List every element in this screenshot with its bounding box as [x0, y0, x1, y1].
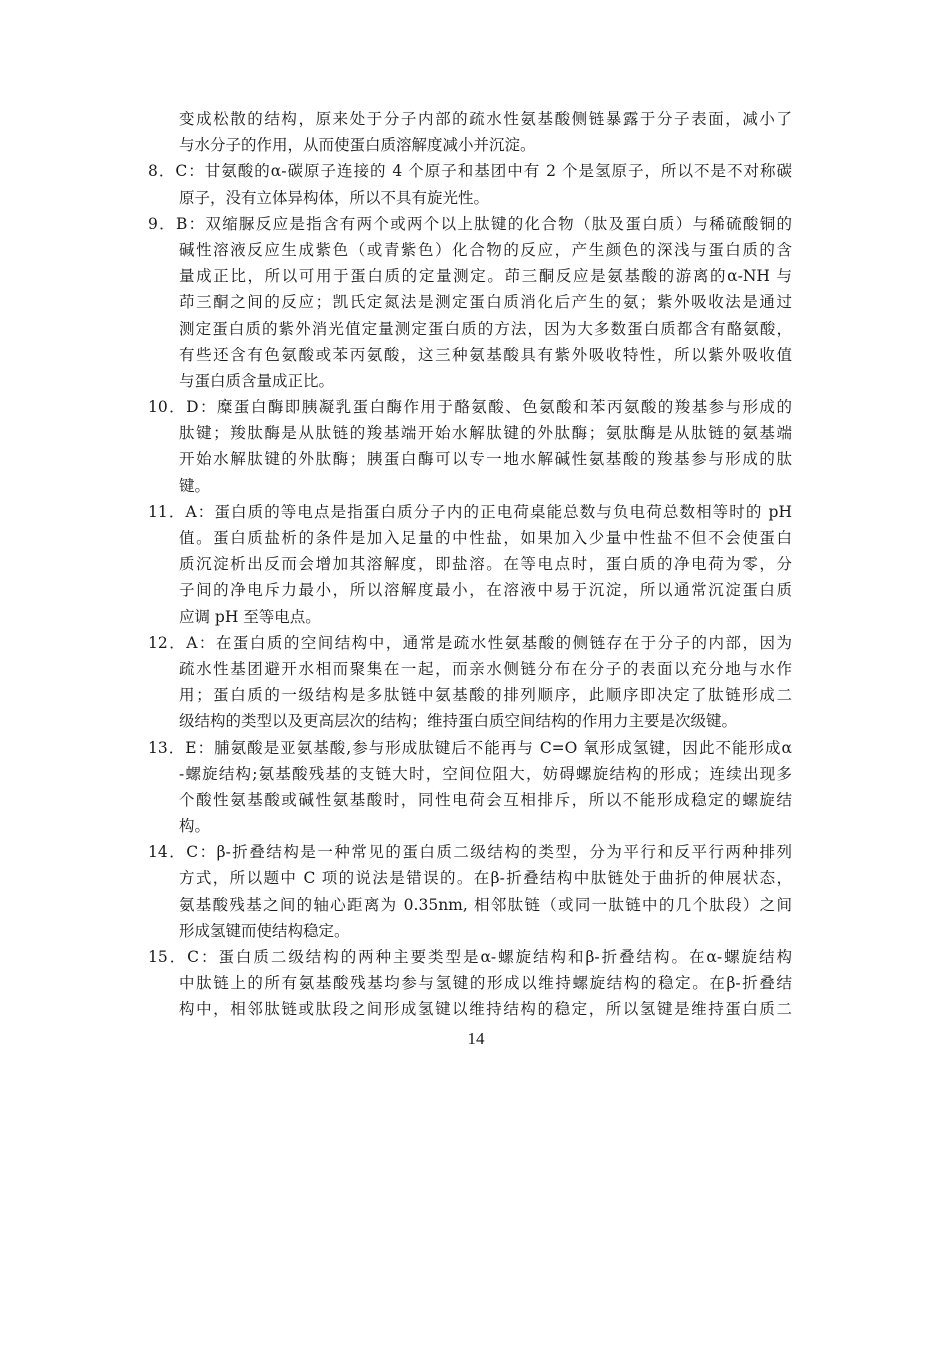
text-line: 构。 [179, 817, 211, 836]
text-line: 疏水性基团避开水相而聚集在一起，而亲水侧链分布在分子的表面以充分地与水作 [179, 659, 792, 678]
text-line: 中肽链上的所有氨基酸残基均参与氢键的形成以维持螺旋结构的稳定。在β-折叠结 [179, 974, 792, 993]
text-line: 构中，相邻肽链或肽段之间形成氢键以维持结构的稳定，所以氢键是维持蛋白质二 [179, 1000, 792, 1019]
text-line: 应调 pH 至等电点。 [179, 607, 321, 626]
text-line: 有些还含有色氨酸或苯丙氨酸，这三种氨基酸具有紫外吸收特性，所以紫外吸收值 [179, 345, 792, 364]
text-line: 11．A：蛋白质的等电点是指蛋白质分子内的正电荷桌能总数与负电荷总数相等时的 pH [148, 502, 792, 521]
text-line: 值。蛋白质盐析的条件是加入足量的中性盐，如果加入少量中性盐不但不会使蛋白 [179, 529, 792, 547]
text-line: 变成松散的结构，原来处于分子内部的疏水性氨基酸侧链暴露于分子表面，减小了 [179, 110, 792, 128]
text-line: 用；蛋白质的一级结构是多肽链中氨基酸的排列顺序，此顺序即决定了肽链形成二 [179, 686, 792, 705]
text-line: 原子，没有立体异构体，所以不具有旋光性。 [179, 188, 490, 207]
text-line: 9．B：双缩脲反应是指含有两个或两个以上肽键的化合物（肽及蛋白质）与稀硫酸铜的 [148, 214, 792, 233]
page-number: 14 [467, 1029, 485, 1048]
text-line: 量成正比，所以可用于蛋白质的定量测定。茚三酮反应是氨基酸的游离的α-NH 与 [179, 267, 792, 286]
text-line: 13．E：脯氨酸是亚氨基酸,参与形成肽键后不能再与 C=O 氧形成氢键，因此不能形成α [148, 738, 792, 757]
text-line: 形成氢键而使结构稳定。 [179, 921, 350, 940]
text-line: 氨基酸残基之间的轴心距离为 0.35nm, 相邻肽链（或同一肽链中的几个肽段）之间 [179, 895, 792, 914]
text-line: 开始水解肽键的外肽酶；胰蛋白酶可以专一地水解碱性氨基酸的羧基参与形成的肽 [179, 450, 792, 469]
text-line: 质沉淀析出反而会增加其溶解度，即盐溶。在等电点时，蛋白质的净电荷为零，分 [179, 555, 792, 574]
text-line: 10．D：糜蛋白酶即胰凝乳蛋白酶作用于酪氨酸、色氨酸和苯丙氨酸的羧基参与形成的 [148, 398, 792, 417]
text-line: 茚三酮之间的反应；凯氏定氮法是测定蛋白质消化后产生的氨；紫外吸收法是通过 [179, 293, 792, 312]
text-line: 方式，所以题中 C 项的说法是错误的。在β-折叠结构中肽链处于曲折的伸展状态， [179, 869, 792, 888]
text-line: 测定蛋白质的紫外消光值定量测定蛋白质的方法，因为大多数蛋白质都含有酪氨酸， [179, 319, 792, 338]
text-line: 碱性溶液反应生成紫色（或青紫色）化合物的反应，产生颜色的深浅与蛋白质的含 [179, 240, 792, 259]
text-line: 12．A：在蛋白质的空间结构中，通常是疏水性氨基酸的侧链存在于分子的内部，因为 [148, 633, 792, 652]
text-line: 8．C：甘氨酸的α-碳原子连接的 4 个原子和基团中有 2 个是氢原子，所以不是不对称碳 [148, 162, 792, 181]
text-line: 14．C：β-折叠结构是一种常见的蛋白质二级结构的类型，分为平行和反平行两种排列 [148, 843, 792, 862]
text-line: -螺旋结构;氨基酸残基的支链大时，空间位阻大，妨碍螺旋结构的形成；连续出现多 [179, 764, 792, 783]
text-line: 肽键；羧肽酶是从肽链的羧基端开始水解肽键的外肽酶；氨肽酶是从肽链的氨基端 [179, 424, 792, 443]
document-body [148, 106, 792, 1023]
text-line: 键。 [179, 476, 211, 495]
text-line: 级结构的类型以及更高层次的结构；维持蛋白质空间结构的作用力主要是次级键。 [179, 712, 738, 731]
text-line: 子间的净电斥力最小，所以溶解度最小，在溶液中易于沉淀，所以通常沉淀蛋白质 [179, 581, 792, 600]
text-line: 与水分子的作用，从而使蛋白质溶解度减小并沉淀。 [179, 136, 536, 155]
text-line: 个酸性氨基酸或碱性氨基酸时，同性电荷会互相排斥，所以不能形成稳定的螺旋结 [179, 790, 792, 809]
text-line: 与蛋白质含量成正比。 [179, 371, 335, 390]
text-line: 15．C：蛋白质二级结构的两种主要类型是α-螺旋结构和β-折叠结构。在α-螺旋结构 [148, 948, 792, 966]
